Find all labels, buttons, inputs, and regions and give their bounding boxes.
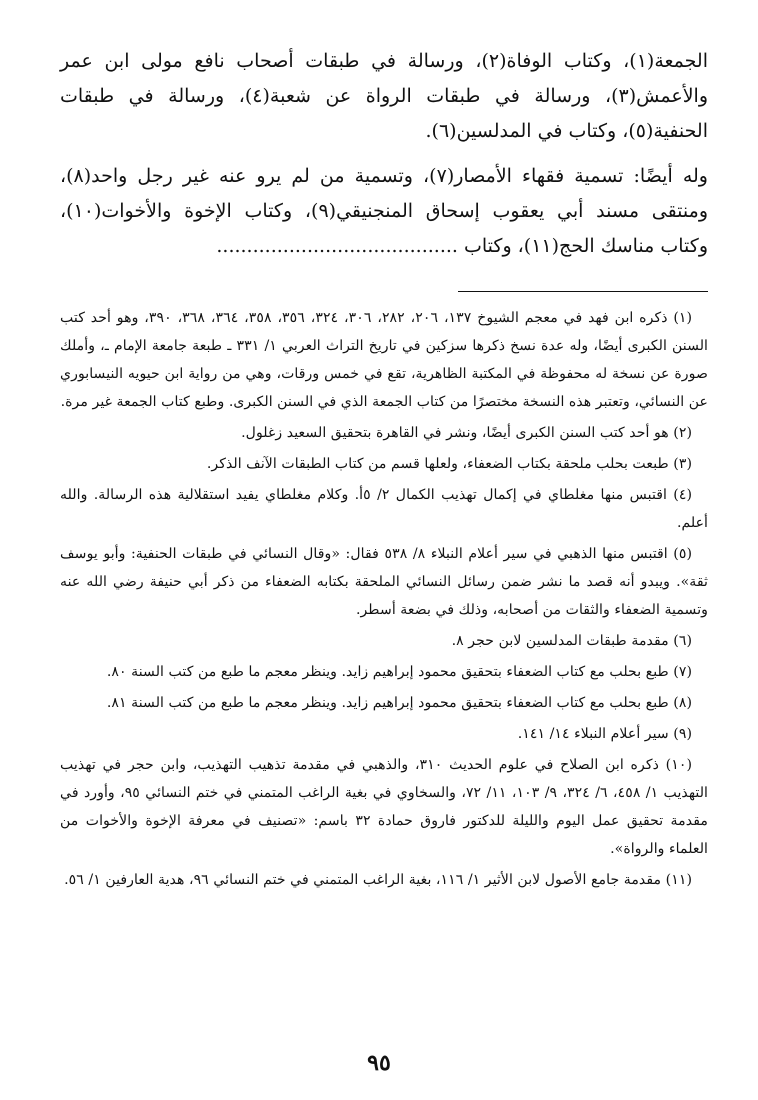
footnote-11: (١١) مقدمة جامع الأصول لابن الأثير ١/ ١١٦، بغية الراغب المتمني في ختم النسائي ٩٦، هدية العارفين ١/ ٥٦.	[64, 872, 692, 888]
main-text	[60, 44, 708, 264]
footnote-7: (٧) طبع بحلب مع كتاب الضعفاء بتحقيق محمود إبراهيم زايد. وينظر معجم ما طبع من كتب السنة ٨٠.	[106, 664, 692, 680]
ellipsis-dots: ........................................	[216, 235, 458, 257]
footnote-3: (٣) طبعت بحلب ملحقة بكتاب الضعفاء، ولعلها قسم من كتاب الطبقات الآنف الذكر.	[206, 456, 692, 472]
footnote-4: (٤) اقتبس منها مغلطاي في إكمال تهذيب الكمال ٢/ ٥أ. وكلام مغلطاي يفيد استقلالية هذه الرسالة. والله أعلم.	[60, 487, 708, 531]
footnote-10: (١٠) ذكره ابن الصلاح في علوم الحديث ٣١٠، والذهبي في مقدمة تذهيب التهذيب، وابن حجر في تهذيب التهذيب ١/ ٤٥٨، ٦/ ٣٢٤، ٩/ ١٠٣، ١١/ ٧٢، والسخاوي في بغية الراغب المتمني في ختم النسائي ٩٥، وأورد في مقدمة تحقيق عمل اليوم والليلة للدكتور فاروق حمادة ٣٢ باسم: «تصنيف في معرفة الإخوة والأخوات من العلماء والرواة».	[60, 757, 708, 857]
footnote-9: (٩) سير أعلام النبلاء ١٤/ ١٤١.	[517, 726, 692, 742]
body-paragraph-1: الجمعة(١)، وكتاب الوفاة(٢)، ورسالة في طبقات أصحاب نافع مولى ابن عمر والأعمش(٣)، ورسالة في طبقات الرواة عن شعبة(٤)، ورسالة في طبقات الحنفية(٥)، وكتاب في المدلسين(٦).	[60, 50, 709, 142]
footnote-8: (٨) طبع بحلب مع كتاب الضعفاء بتحقيق محمود إبراهيم زايد. وينظر معجم ما طبع من كتب السنة ٨١.	[106, 695, 692, 711]
footnote-1: (١) ذكره ابن فهد في معجم الشيوخ ١٣٧، ٢٠٦، ٢٨٢، ٣٠٦، ٣٢٤، ٣٥٦، ٣٥٨، ٣٦٤، ٣٦٨، ٣٩٠، وهو أحد كتب السنن الكبرى أيضًا، وله عدة نسخ ذكرها سزكين في تاريخ التراث العربي ١/ ٣٣١ ـ طبعة جامعة الإمام ـ، وأملك صورة عن نسخة له محفوظة في المكتبة الظاهرية، تقع في خمس ورقات، وهي من رواية ابن حيويه النيسابوري عن النسائي، وتعتبر هذه النسخة مختصرًا من كتاب الجمعة الذي في السنن الكبرى. وطبع كتاب الجمعة غير مرة.	[60, 310, 708, 410]
footnote-separator	[458, 291, 708, 292]
footnote-5: (٥) اقتبس منها الذهبي في سير أعلام النبلاء ٨/ ٥٣٨ فقال: «وقال النسائي في طبقات الحنفية: وأبو يوسف ثقة». ويبدو أنه قصد ما نشر ضمن رسائل النسائي الملحقة بكتابه الضعفاء من ذكر أبي حنيفة رضي الله عنه وتسمية الضعفاء والثقات من أصحابه، وذلك في بضعة أسطر.	[60, 546, 708, 618]
footnotes	[60, 304, 708, 894]
footnote-2: (٢) هو أحد كتب السنن الكبرى أيضًا، ونشر في القاهرة بتحقيق السعيد زغلول.	[241, 425, 692, 441]
body-paragraph-2	[60, 159, 708, 264]
body-paragraph-2-text: وله أيضًا: تسمية فقهاء الأمصار(٧)، وتسمية من لم يرو عنه غير رجل واحد(٨)، ومنتقى مسند أبي يعقوب إسحاق المنجنيقي(٩)، وكتاب الإخوة والأخوات(١٠)، وكتاب مناسك الحج(١١)، وكتاب	[60, 165, 709, 257]
footnote-6: (٦) مقدمة طبقات المدلسين لابن حجر ٨.	[451, 633, 692, 649]
page-number: ٩٥	[367, 1050, 391, 1076]
book-page	[60, 44, 708, 897]
